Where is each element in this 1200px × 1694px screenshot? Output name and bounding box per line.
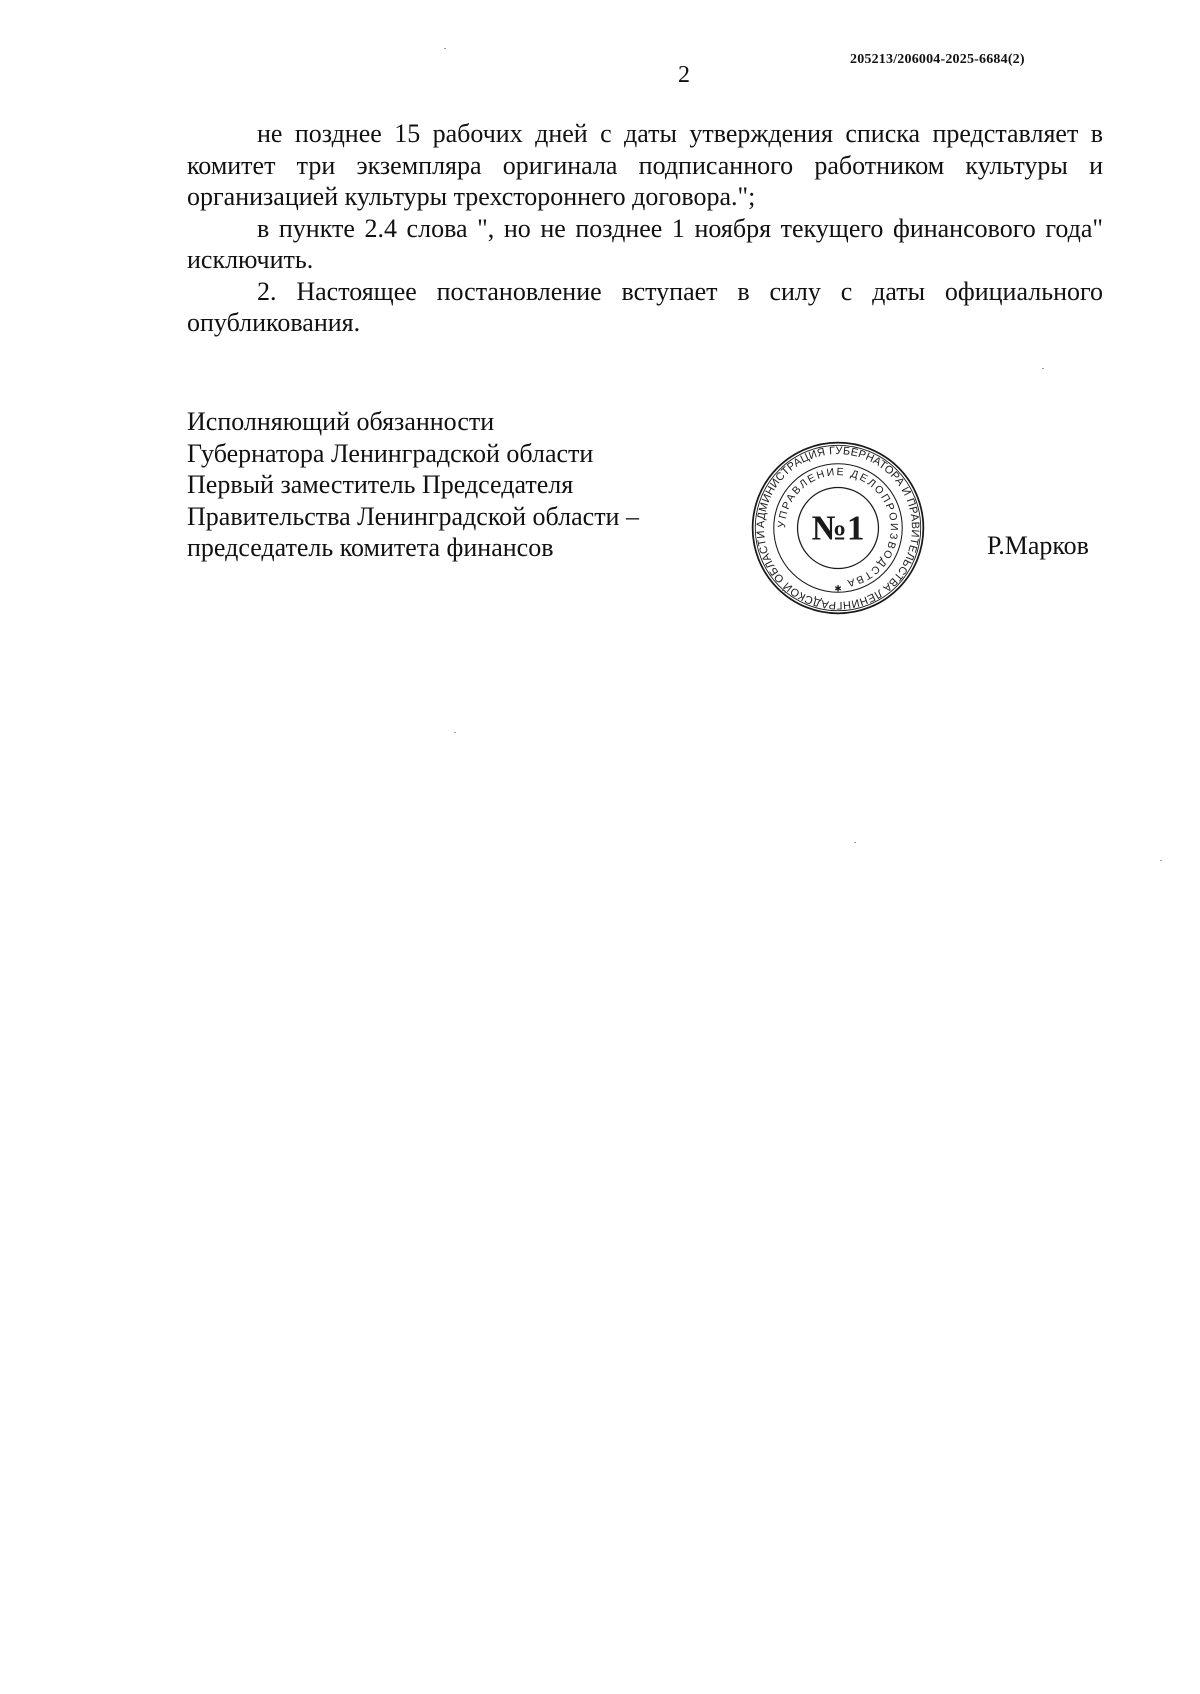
- body-paragraph: 2. Настоящее постановление вступает в силу с даты официального опубликования.: [187, 276, 1103, 337]
- scan-speck: [1042, 368, 1044, 369]
- scan-speck: [1160, 860, 1162, 861]
- seal-inner-text: УПРАВЛЕНИЕ ДЕЛОПРОИЗВОДСТВА: [776, 466, 900, 590]
- body-paragraph: в пункте 2.4 слова ", но не позднее 1 ноября текущего финансового года" исключить.: [187, 213, 1103, 274]
- document-body: [187, 118, 1103, 339]
- signatory-title-line: председатель комитета финансов: [187, 533, 554, 562]
- seal-star-icon: ✱: [834, 584, 842, 595]
- signatory-title-line: Исполняющий обязанности: [187, 407, 495, 436]
- scan-speck: [454, 732, 456, 733]
- scan-speck: [854, 842, 856, 843]
- signatory-title-block: [187, 406, 727, 564]
- official-seal-stamp: [750, 440, 926, 616]
- page-number: 2: [678, 62, 690, 88]
- scan-speck: [444, 48, 446, 49]
- signatory-title-line: Первый заместитель Председателя: [187, 470, 574, 499]
- body-paragraph: не позднее 15 рабочих дней с даты утверждения списка представляет в комитет три экземпляра оригинала подписанного работником культуры и организацией культуры трехстороннего договора.";: [187, 119, 1103, 211]
- seal-center-number: №1: [811, 508, 865, 548]
- seal-icon: [750, 440, 926, 616]
- signatory-name: Р.Марков: [987, 531, 1089, 560]
- signatory-title-line: Правительства Ленинградской области –: [187, 501, 639, 531]
- document-registration-number: 205213/206004-2025-6684(2): [850, 52, 1025, 67]
- signatory-title-line: Губернатора Ленинградской области: [187, 438, 594, 468]
- seal-outer-text: АДМИНИСТРАЦИЯ ГУБЕРНАТОРА И ПРАВИТЕЛЬСТВА ЛЕНИНГРАДСКОЙ ОБЛАСТИ: [754, 445, 921, 611]
